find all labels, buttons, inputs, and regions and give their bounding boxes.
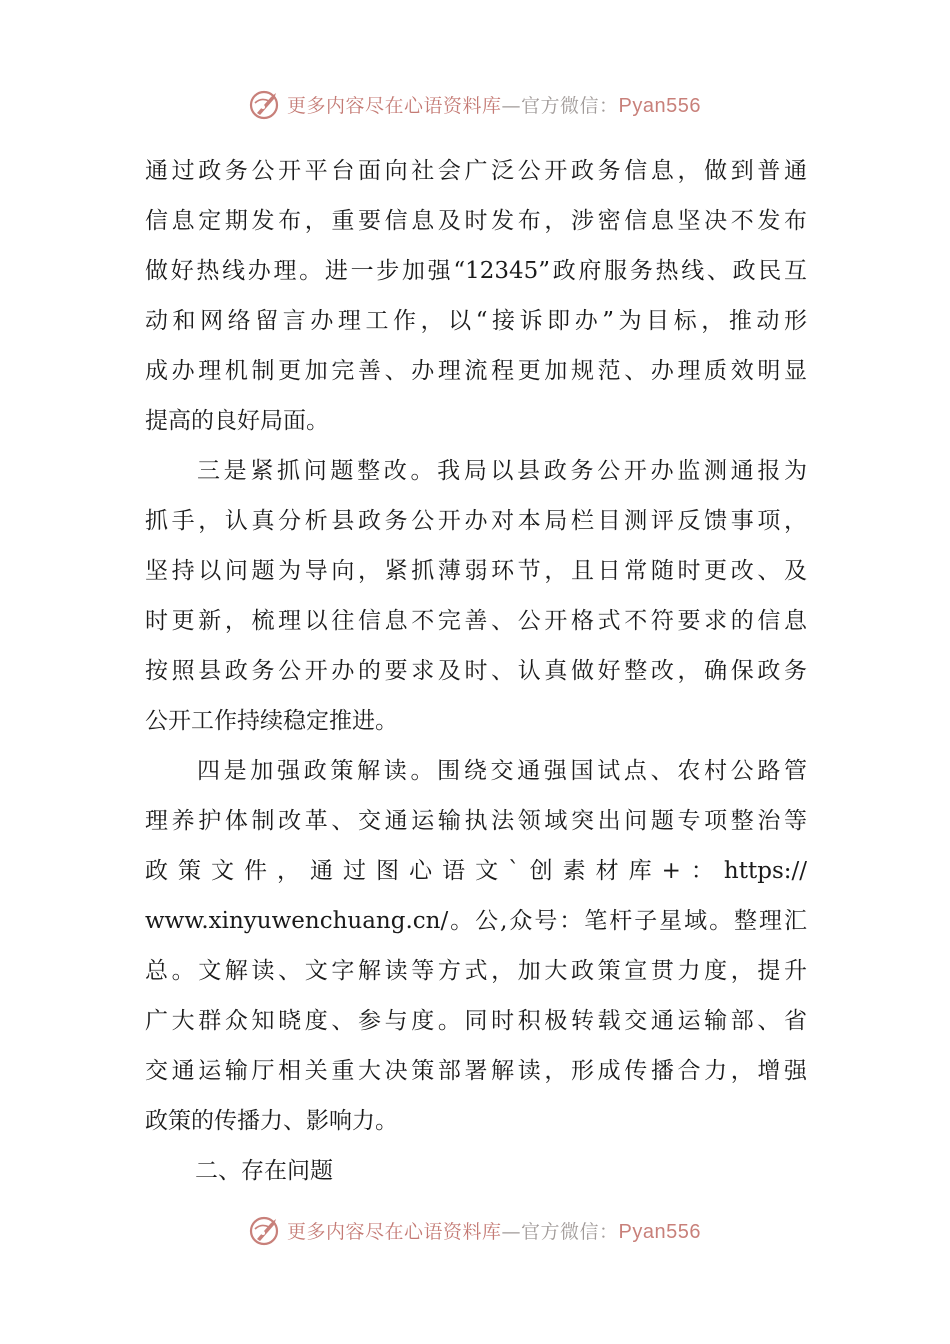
banner-text-wechat-id: Pyan556: [618, 1220, 701, 1243]
banner-text-wechat-label: —官方微信：: [501, 1220, 619, 1243]
paragraph-start-line: 三是紧抓问题整改。我局以县政务公开办监测通报为: [197, 458, 807, 484]
text-line: 理养护体制改革、交通运输执法领域突出问题专项整治等: [145, 808, 807, 834]
text-line: 总。文解读、文字解读等方式，加大政策宣贯力度，提升: [145, 958, 807, 984]
text-line: 公开工作持续稳定推进。: [145, 708, 398, 734]
banner-text-wechat-label: —官方微信：: [501, 94, 619, 117]
text-line: 坚持以问题为导向，紧抓薄弱环节，且日常随时更改、及: [145, 558, 807, 584]
banner-text: [287, 1217, 701, 1244]
text-line: www.xinyuwenchuang.cn/。公,众号：笔杆子星域。整理汇: [145, 908, 807, 934]
paragraph-start-line: 四是加强政策解读。围绕交通强国试点、农村公路管: [197, 758, 807, 784]
text-line: 抓手，认真分析县政务公开办对本局栏目测评反馈事项，: [145, 508, 807, 534]
text-line: 成办理机制更加完善、办理流程更加规范、办理质效明显: [145, 358, 807, 384]
text-line: 政策的传播力、影响力。: [145, 1108, 398, 1134]
pen-nib-logo-icon: [249, 1213, 283, 1247]
text-line: 政策文件，通过图心语文`创素材库+：https://: [145, 858, 807, 884]
text-line: 信息定期发布，重要信息及时发布，涉密信息坚决不发布: [145, 208, 807, 234]
text-line: 做好热线办理。进一步加强“12345”政府服务热线、政民互: [145, 258, 807, 284]
text-line: 交通运输厅相关重大决策部署解读，形成传播合力，增强: [145, 1058, 807, 1084]
text-line: 通过政务公开平台面向社会广泛公开政务信息，做到普通: [145, 158, 807, 184]
text-line: 时更新，梳理以往信息不完善、公开格式不符要求的信息: [145, 608, 807, 634]
banner-text-wechat-id: Pyan556: [618, 94, 701, 117]
text-line: 提高的良好局面。: [145, 408, 329, 434]
document-body: [145, 146, 807, 1196]
banner-text-site: 更多内容尽在心语资料库: [287, 1220, 502, 1243]
text-line: 动和网络留言办理工作，以“接诉即办”为目标，推动形: [145, 308, 807, 334]
text-line: 按照县政务公开办的要求及时、认真做好整改，确保政务: [145, 658, 807, 684]
text-line: 广大群众知晓度、参与度。同时积极转载交通运输部、省: [145, 1008, 807, 1034]
header-banner: [0, 82, 950, 126]
pen-nib-logo-icon: [249, 87, 283, 121]
section-heading: 二、存在问题: [195, 1158, 333, 1184]
banner-text-site: 更多内容尽在心语资料库: [287, 94, 502, 117]
banner-text: [287, 91, 701, 118]
footer-banner: [0, 1208, 950, 1252]
